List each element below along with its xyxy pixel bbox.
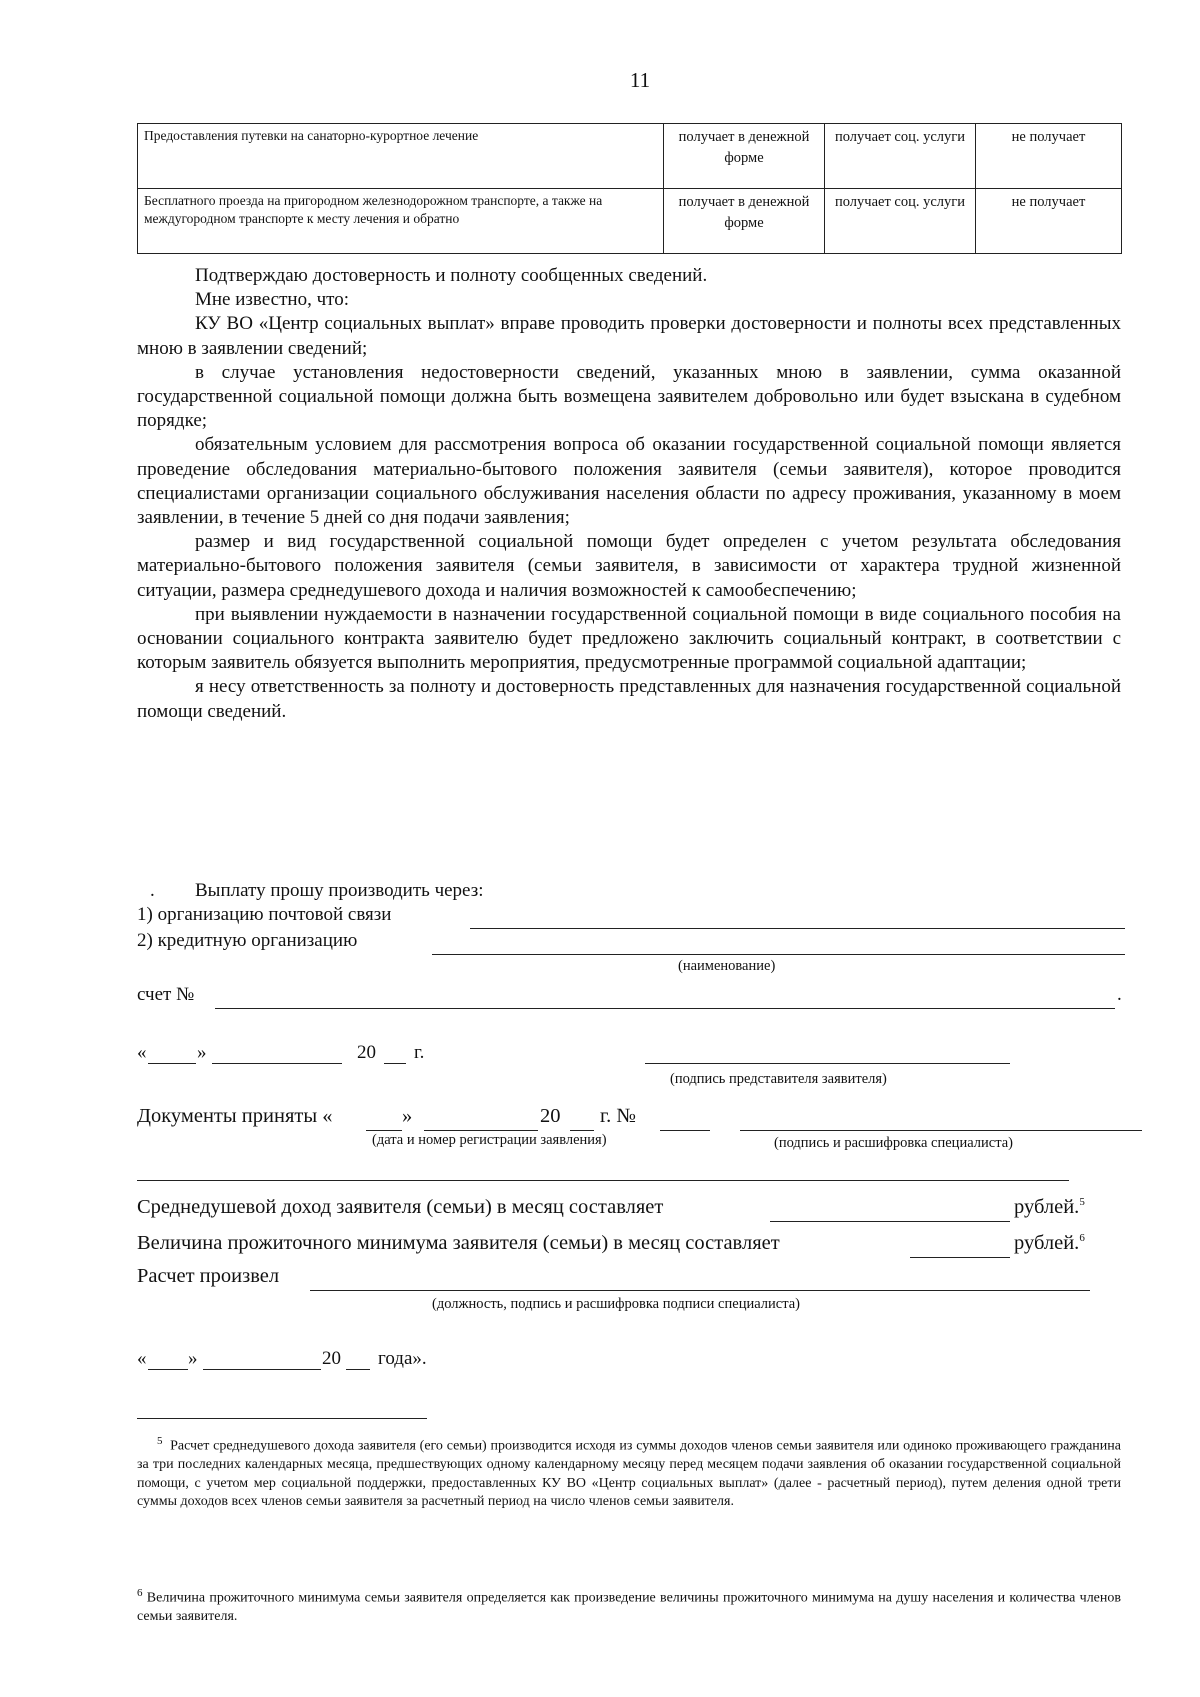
known-item: я несу ответственность за полноту и достоверность представленных для назначения государственной социальной помощи сведений. bbox=[137, 676, 1121, 722]
bank-name-caption: (наименование) bbox=[678, 958, 776, 974]
table-row bbox=[138, 189, 1122, 254]
docs-year-field[interactable] bbox=[570, 1130, 594, 1131]
account-label: счет № bbox=[137, 984, 195, 1005]
calc-label: Расчет произвел bbox=[137, 1265, 280, 1287]
signature-caption: (подпись представителя заявителя) bbox=[670, 1071, 887, 1087]
final-date-month-field[interactable] bbox=[203, 1369, 321, 1370]
page-number: 11 bbox=[629, 68, 651, 92]
payment-dot: . bbox=[150, 880, 155, 901]
income-unit: рублей.$^5$ bbox=[1014, 1196, 1085, 1218]
known-item: обязательным условием для рассмотрения вопроса об оказании государственной социальной помощи является проведение обследования материально-бытового положения заявителя (семьи заявителя), которое проводится специалистами организации социального обслуживания населения области по адресу проживания, указанному в моем заявлении, в течение 5 дней со дня подачи заявления; bbox=[137, 434, 1121, 529]
service-name: Предоставления путевки на санаторно-курортное лечение bbox=[138, 124, 664, 189]
known-item: в случае установления недостоверности сведений, указанных мною в заявлении, сумма оказанной государственной социальной помощи должна быть возмещена заявителем добровольно или будет взыскана в судебном порядке; bbox=[137, 361, 1121, 432]
known-item: при выявлении нуждаемости в назначении государственной социальной помощи в виде социального пособия на основании социального контракта заявителю будет предложено заключить социальный контракт, в соответствии с которым заявитель обязуется выполнить мероприятия, предусмотренные программой социальной адаптации; bbox=[137, 603, 1121, 674]
option-cash: получает в денежной форме bbox=[664, 189, 825, 254]
footnote-5 bbox=[137, 1432, 1121, 1512]
date-close-quote: » bbox=[197, 1042, 207, 1063]
date-year-suffix: г. bbox=[414, 1042, 425, 1063]
account-end-dot: . bbox=[1117, 984, 1122, 1005]
docs-close-quote: » bbox=[402, 1105, 413, 1127]
table-row bbox=[138, 124, 1122, 189]
social-services-table bbox=[137, 123, 1122, 254]
final-date-suffix: года». bbox=[378, 1348, 427, 1369]
final-date-open-quote: « bbox=[137, 1348, 147, 1369]
minimum-unit: рублей.$^6$ bbox=[1014, 1232, 1085, 1254]
date-day-field[interactable] bbox=[148, 1063, 196, 1064]
known-intro: Мне известно, что: bbox=[195, 289, 349, 311]
final-date-year-field[interactable] bbox=[346, 1369, 370, 1370]
final-date-day-field[interactable] bbox=[148, 1369, 188, 1370]
date-year-prefix: 20 bbox=[357, 1042, 376, 1063]
footnote-number: 6 bbox=[137, 1587, 143, 1599]
option-services: получает соц. услуги bbox=[825, 189, 976, 254]
footnote-text: Величина прожиточного минимума семьи заявителя определяется как произведение величины прожиточного минимума на душу населения и количества членов семьи заявителя. bbox=[137, 1590, 1121, 1625]
known-item: КУ ВО «Центр социальных выплат» вправе проводить проверки достоверности и полноты всех представленных мною в заявлении сведений; bbox=[137, 313, 1121, 359]
footnote-ref-6: 6 bbox=[1079, 1232, 1085, 1245]
docs-registration-caption: (дата и номер регистрации заявления) bbox=[372, 1132, 607, 1148]
docs-year-prefix: 20 bbox=[540, 1105, 561, 1127]
confirmation-text: Подтверждаю достоверность и полноту сообщенных сведений. bbox=[195, 265, 708, 286]
docs-accepted-label: Документы приняты « bbox=[137, 1105, 333, 1127]
separator-line bbox=[137, 1180, 1069, 1181]
date-month-field[interactable] bbox=[212, 1063, 342, 1064]
representative-signature-field[interactable] bbox=[645, 1063, 1010, 1064]
date-open-quote: « bbox=[137, 1042, 147, 1063]
service-name: Бесплатного проезда на пригородном железнодорожном транспорте, а также на междугородном транспорте к месту лечения и обратно bbox=[138, 189, 664, 254]
docs-month-field[interactable] bbox=[424, 1130, 538, 1131]
docs-number-label: г. № bbox=[600, 1105, 636, 1127]
account-field[interactable] bbox=[215, 1008, 1115, 1009]
docs-day-field[interactable] bbox=[366, 1130, 402, 1131]
statement-text bbox=[137, 264, 1121, 724]
footnote-text: Расчет среднедушевого дохода заявителя (его семьи) производится исходя из суммы доходов членов семьи заявителя или одиноко проживающего гражданина за три последних календарных месяца, предшествующих одному календарному месяцу перед месяцем подачи заявления об оказании государственной социальной помощи, с учетом мер социальной поддержки, предоставленных КУ ВО «Центр социальных выплат» (далее - расчетный период), путем деления одной трети суммы доходов всех членов семьи заявителя за расчетный период на число членов семьи заявителя. bbox=[137, 1438, 1121, 1510]
final-date-close-quote: » bbox=[188, 1348, 198, 1369]
specialist-signature-caption: (подпись и расшифровка специалиста) bbox=[774, 1135, 1013, 1151]
docs-number-field[interactable] bbox=[660, 1130, 710, 1131]
footnote-separator bbox=[137, 1418, 427, 1419]
income-label: Среднедушевой доход заявителя (семьи) в месяц составляет bbox=[137, 1196, 664, 1218]
specialist-signature-field[interactable] bbox=[740, 1130, 1142, 1131]
option-none: не получает bbox=[976, 189, 1122, 254]
option-services: получает соц. услуги bbox=[825, 124, 976, 189]
payment-option-bank: 2) кредитную организацию bbox=[137, 930, 358, 951]
payment-option-post: 1) организацию почтовой связи bbox=[137, 904, 392, 925]
calc-caption: (должность, подпись и расшифровка подписи специалиста) bbox=[432, 1296, 800, 1312]
option-cash: получает в денежной форме bbox=[664, 124, 825, 189]
income-field[interactable] bbox=[770, 1221, 1010, 1222]
minimum-label: Величина прожиточного минимума заявителя (семьи) в месяц составляет bbox=[137, 1232, 780, 1254]
known-item: размер и вид государственной социальной помощи будет определен с учетом результата обследования материально-бытового положения заявителя (семьи заявителя, в зависимости от характера трудной жизненной ситуации, размера среднедушевого дохода и наличия возможностей к самообеспечению; bbox=[137, 531, 1121, 601]
footnote-ref-5: 5 bbox=[1079, 1196, 1085, 1209]
bank-org-field[interactable] bbox=[432, 954, 1125, 955]
payment-intro: Выплату прошу производить через: bbox=[195, 880, 484, 901]
option-none: не получает bbox=[976, 124, 1122, 189]
footnote-number: 5 bbox=[157, 1435, 163, 1447]
calc-specialist-field[interactable] bbox=[310, 1290, 1090, 1291]
minimum-field[interactable] bbox=[910, 1257, 1010, 1258]
footnote-6 bbox=[137, 1584, 1121, 1627]
final-date-year-prefix: 20 bbox=[322, 1348, 341, 1369]
date-year-field[interactable] bbox=[384, 1063, 406, 1064]
post-org-field[interactable] bbox=[470, 928, 1125, 929]
